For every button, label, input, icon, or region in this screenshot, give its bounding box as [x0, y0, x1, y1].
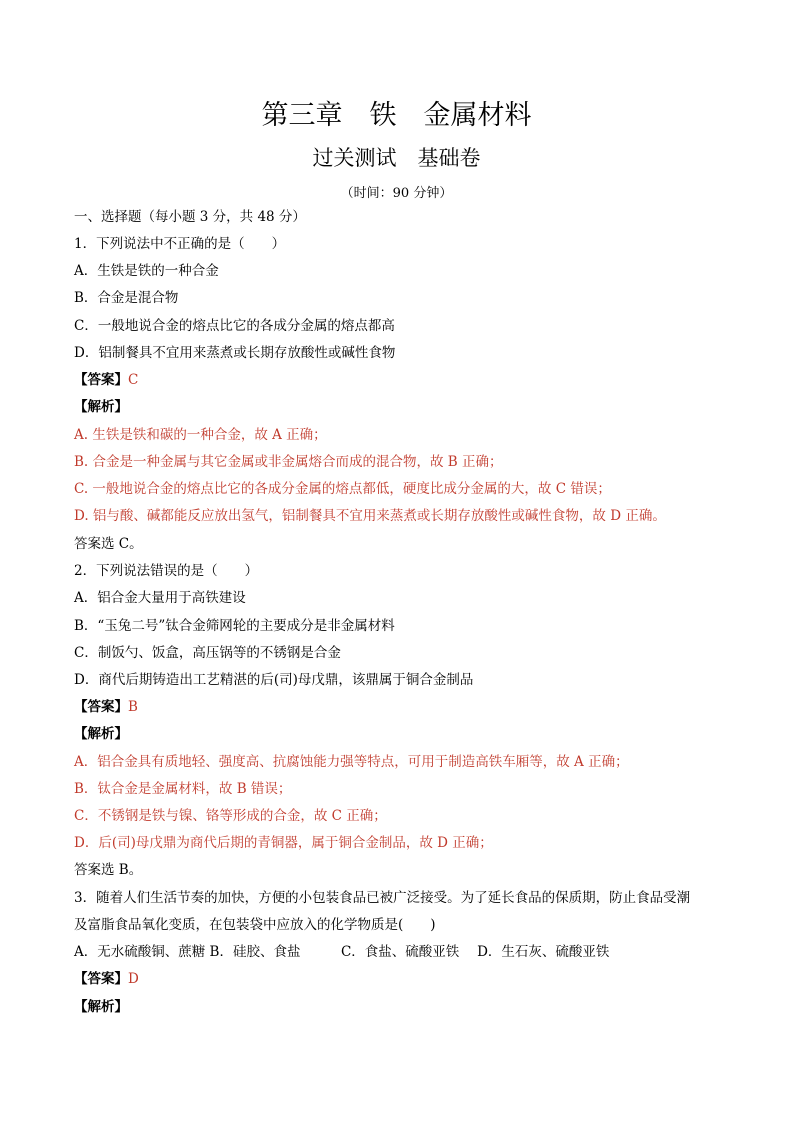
q3-analysis-label: 【解析】	[74, 999, 128, 1015]
q1-conclusion: 答案选 C。	[74, 536, 143, 552]
q2-analysis-label: 【解析】	[74, 726, 128, 742]
q2-option-a: A．铝合金大量用于高铁建设	[74, 590, 246, 606]
q1-analysis-c: C. 一般地说合金的熔点比它的各成分金属的熔点都低，硬度比成分金属的大，故 C 错误；	[74, 481, 611, 497]
q2-option-d: D．商代后期铸造出工艺精湛的后(司)母戊鼎，该鼎属于铜合金制品	[74, 672, 474, 688]
q2-option-b: B．“玉兔二号”钛合金筛网轮的主要成分是非金属材料	[74, 618, 395, 634]
q3-stem-line1: 3．随着人们生活节奏的加快，方便的小包装食品已被广泛接受。为了延长食品的保质期，防止食品受潮	[74, 890, 691, 906]
answer-label: 【答案】	[74, 699, 128, 715]
q3-answer	[74, 969, 139, 989]
q1-option-b: B．合金是混合物	[74, 290, 179, 306]
page-subtitle: 过关测试 基础卷	[312, 146, 481, 170]
q1-option-c: C．一般地说合金的熔点比它的各成分金属的熔点都高	[74, 318, 395, 334]
q1-answer	[74, 370, 138, 390]
answer-label: 【答案】	[74, 971, 128, 987]
q2-analysis-c: C．不锈钢是铁与镍、铬等形成的合金，故 C 正确；	[74, 808, 387, 824]
q1-analysis-b: B. 合金是一种金属与其它金属或非金属熔合而成的混合物，故 B 正确；	[74, 454, 503, 470]
q2-analysis-d: D．后(司)母戊鼎为商代后期的青铜器，属于铜合金制品，故 D 正确；	[74, 835, 493, 851]
answer-label: 【答案】	[74, 372, 128, 388]
q2-analysis-a: A．铝合金具有质地轻、强度高、抗腐蚀能力强等特点，可用于制造高铁车厢等，故 A 正确；	[74, 754, 629, 770]
page-title: 第三章 铁 金属材料	[261, 100, 532, 131]
q2-conclusion: 答案选 B。	[74, 862, 143, 878]
q3-stem-line2: 及富脂食品氧化变质，在包装袋中应放入的化学物质是( )	[74, 917, 436, 933]
q1-option-d: D．铝制餐具不宜用来蒸煮或长期存放酸性或碱性食物	[74, 345, 396, 361]
time-limit: （时间：90 分钟）	[340, 186, 453, 201]
q2-stem: 2．下列说法错误的是（ ）	[74, 563, 259, 579]
q1-analysis-d: D. 铝与酸、碱都能反应放出氢气，铝制餐具不宜用来蒸煮或长期存放酸性或碱性食物，故 D 正确。	[74, 508, 666, 524]
q1-option-a: A．生铁是铁的一种合金	[74, 263, 219, 279]
q1-stem: 1．下列说法中不正确的是（ ）	[74, 236, 286, 252]
q2-analysis-b: B．钛合金是金属材料，故 B 错误；	[74, 781, 292, 797]
q1-analysis-a: A. 生铁是铁和碳的一种合金，故 A 正确；	[74, 427, 327, 443]
q3-options: A．无水硫酸铜、蔗糖 B．硅胶、食盐 C．食盐、硫酸亚铁 D．生石灰、硫酸亚铁	[74, 944, 610, 960]
q2-answer	[74, 697, 138, 717]
answer-value: D	[128, 971, 139, 987]
q1-analysis-label: 【解析】	[74, 399, 128, 415]
answer-value: B	[128, 699, 138, 715]
q2-option-c: C．制饭勺、饭盒，高压锅等的不锈钢是合金	[74, 645, 341, 661]
section-heading: 一、选择题（每小题 3 分，共 48 分）	[74, 209, 306, 225]
answer-value: C	[128, 372, 139, 388]
